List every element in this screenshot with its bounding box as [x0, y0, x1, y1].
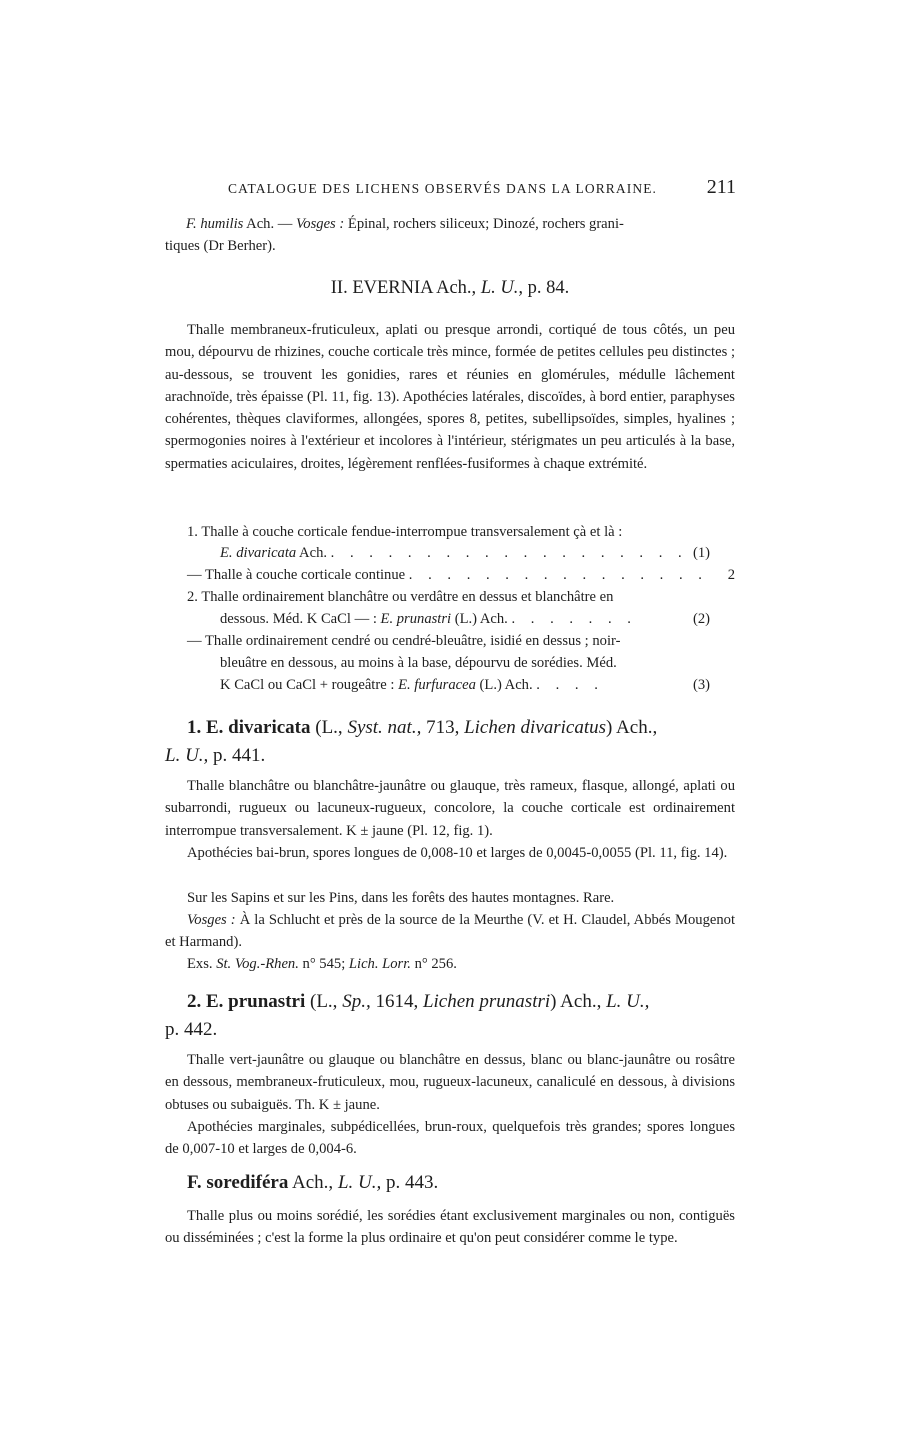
species-2-name: 2. E. prunastri	[187, 991, 306, 1012]
species-1-name: 1. E. divaricata	[187, 717, 311, 738]
species-1-exs-a: Exs.	[187, 956, 217, 972]
species-1-exs-d: Lich. Lorr.	[348, 956, 411, 972]
key-1c	[187, 567, 735, 584]
species-1-h-g: L. U.,	[165, 745, 209, 766]
species-1-apothecia: Apothécies bai-brun, spores longues de 0,008-10 et larges de 0,0045-0,0055 (Pl. 11, fig. 14).	[187, 845, 728, 861]
key-1a: 1. Thalle à couche corticale fendue-interrompue transversalement çà et là :	[187, 524, 623, 540]
humilis-line-2	[165, 238, 276, 255]
species-1-exs-e: n° 256.	[410, 956, 457, 972]
species-1-exs-b: St. Vog.-Rhen.	[216, 956, 299, 972]
species-1-locality-text: À la Schlucht et près de la source de la Meurthe (V. et H. Claudel, Abbés Mougenot et Harmand).	[165, 912, 735, 951]
species-2-h-e: Lichen prunastri	[422, 991, 551, 1012]
key-2e-text: K CaCl ou CaCl + rougeâtre :	[220, 677, 399, 693]
genus-description: Thalle membraneux-fruticuleux, aplati ou presque arrondi, cortiqué de tous côtés, un peu mou, dépourvu de rhizines, couche corticale très mince, formée de petites cellules peu distinctes ; au-dessous, se trouvent les gonidies, rares et réunies en glomérules, médulle lâchement arachnoïde, très épaisse (Pl. 11, fig. 13). Apothécies latérales, discoïdes, à bord entier, paraphyses cohérentes, thèques claviformes, allongées, spores 8, petites, subellipsoïdes, simples, hyalines ; spermogonies noires à l'extérieur et incolores à l'intérieur, stérigmates un peu articulés à la base, spermaties aciculaires, droites, légèrement renflées-fusiformes à chaque extrémité.	[165, 322, 735, 472]
key-2b-author: (L.) Ach.	[451, 611, 508, 627]
species-1-h-b: (L.,	[310, 717, 348, 738]
humilis-text-2: tiques (Dr Berher).	[165, 238, 276, 254]
species-2-apothecia: Apothécies marginales, subpédicellées, brun-roux, quelquefois très grandes; spores longues de 0,007-10 et larges de 0,004-6.	[165, 1119, 735, 1158]
key-1c-number: 2	[727, 567, 735, 583]
key-2b-dots: . . . . . . .	[511, 611, 637, 627]
species-2-h-f: ) Ach.,	[550, 991, 607, 1012]
key-1b-author: Ach.	[296, 545, 328, 561]
key-2e-author: (L.) Ach.	[475, 677, 533, 693]
key-2e-number: (3)	[692, 677, 710, 693]
running-header	[228, 178, 738, 202]
genus-title-c: p. 84.	[522, 278, 570, 298]
key-2b	[220, 611, 710, 628]
species-1-exs-c: n° 545;	[298, 956, 349, 972]
species-1-h-f: ) Ach.,	[606, 717, 658, 738]
species-2-h-c: Sp.,	[342, 991, 371, 1012]
key-1b-number: (1)	[692, 545, 710, 561]
page-number: 211	[706, 176, 736, 198]
form-description: Thalle plus ou moins sorédié, les sorédies étant exclusivement marginales ou non, contiguës ou disséminées ; c'est la forme la plus ordinaire et qu'on peut considérer comme le type.	[165, 1208, 735, 1247]
species-1-heading	[165, 714, 735, 770]
key-1b	[220, 545, 710, 562]
species-2-h-h: p. 442.	[165, 1019, 218, 1040]
species-1-h-h: p. 441.	[208, 745, 266, 766]
humilis-text-1: Épinal, rochers siliceux; Dinozé, rochers grani-	[344, 216, 624, 232]
species-1-region: Vosges :	[187, 912, 236, 928]
humilis-region: Vosges :	[296, 216, 345, 232]
key-1b-name: E. divaricata	[220, 545, 297, 561]
key-2b-text: dessous. Méd. K CaCl — :	[220, 611, 381, 627]
species-1-thallus: Thalle blanchâtre ou blanchâtre-jaunâtre ou glauque, très rameux, flasque, allongé, aplati ou subarrondi, rugueux ou lacuneux-rugueux, concolore, la couche corticale est ordinairement interrompue transversalement. K ± jaune (Pl. 12, fig. 1).	[165, 778, 735, 839]
humilis-line-1	[186, 216, 624, 233]
species-1-exsiccata	[165, 953, 735, 975]
running-title: CATALOGUE DES LICHENS OBSERVÉS DANS LA LORRAINE.	[228, 181, 658, 196]
genus-title-a: II. EVERNIA Ach.,	[330, 278, 481, 298]
species-2-thallus: Thalle vert-jaunâtre ou glauque ou blanchâtre en dessus, blanc ou blanc-jaunâtre ou rosâtre en dessous, membraneux-fruticuleux, mou, rugueux-lacuneux, canaliculé en dessous, à divisions obtuses ou subaiguës. Th. K ± jaune.	[165, 1052, 735, 1113]
key-2c: — Thalle ordinairement cendré ou cendré-bleuâtre, isidié en dessus ; noir-	[187, 633, 621, 649]
species-2-heading	[165, 988, 735, 1044]
key-1c-dots: . . . . . . . . . . . . . . . .	[408, 567, 708, 583]
key-2e	[220, 677, 710, 694]
species-1-h-c: Syst. nat.,	[347, 717, 422, 738]
form-h-d: p. 443.	[381, 1172, 439, 1193]
humilis-author: Ach. —	[243, 216, 297, 232]
key-1c-text: — Thalle à couche corticale continue	[187, 567, 406, 583]
key-2b-name: E. prunastri	[380, 611, 452, 627]
species-1-h-d: 713,	[421, 717, 465, 738]
key-2a: 2. Thalle ordinairement blanchâtre ou verdâtre en dessus et blanchâtre en	[187, 589, 614, 605]
key-2e-dots: . . . .	[536, 677, 604, 693]
species-1-h-e: Lichen divaricatus	[464, 717, 607, 738]
key-2e-name: E. furfuracea	[398, 677, 476, 693]
form-heading	[165, 1169, 735, 1197]
key-1b-dots: . . . . . . . . . . . . . . . . . . .	[330, 545, 688, 561]
species-1-habitat: Sur les Sapins et sur les Pins, dans les forêts des hautes montagnes. Rare.	[187, 890, 615, 906]
species-1-localities	[165, 909, 735, 954]
species-2-h-g: L. U.,	[606, 991, 650, 1012]
humilis-name: F. humilis	[186, 216, 244, 232]
species-2-h-d: 1614,	[370, 991, 423, 1012]
form-h-c: L. U.,	[337, 1172, 382, 1193]
key-2d: bleuâtre en dessous, au moins à la base, dépourvu de sorédies. Méd.	[220, 655, 617, 671]
form-h-b: Ach.,	[288, 1172, 338, 1193]
form-name: F. sorediféra	[187, 1172, 289, 1193]
key-2b-number: (2)	[692, 611, 710, 627]
species-2-h-b: (L.,	[305, 991, 343, 1012]
genus-title-b: L. U.,	[480, 278, 523, 298]
genus-heading	[165, 278, 735, 299]
